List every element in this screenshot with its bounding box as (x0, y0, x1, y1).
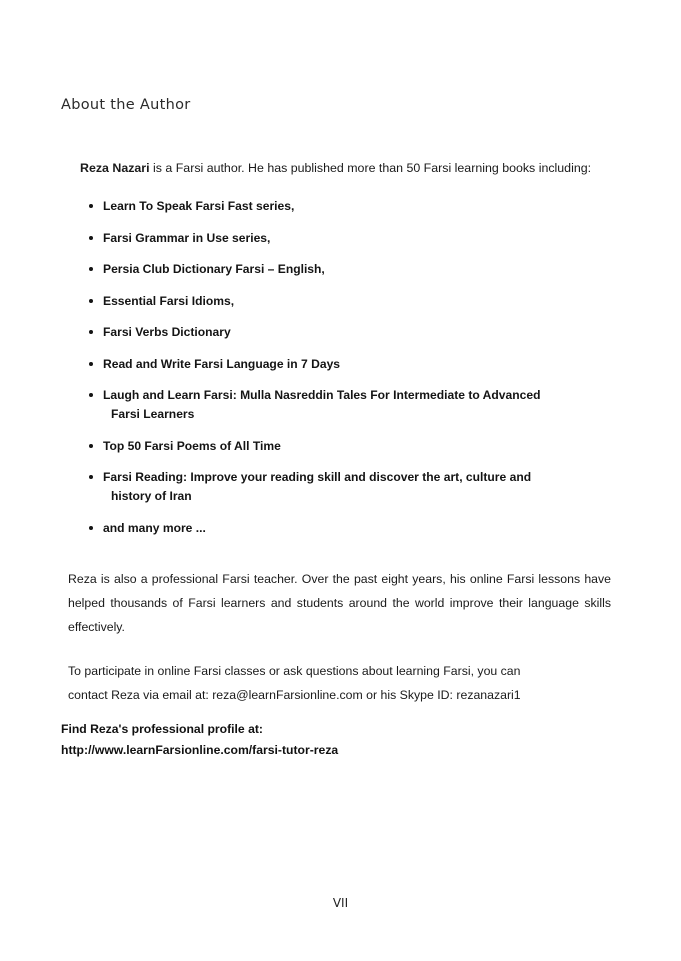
list-item-label: Learn To Speak Farsi Fast series, (103, 199, 295, 213)
list-item-label: Farsi Reading: Improve your reading skill and discover the art, culture and (103, 470, 532, 484)
list-item-label: Persia Club Dictionary Farsi – English, (103, 262, 325, 276)
bullet-icon (89, 330, 93, 334)
list-item-label: Top 50 Farsi Poems of All Time (103, 438, 281, 453)
profile-label: Find Reza's professional profile at: (61, 722, 263, 736)
page-number: VII (332, 896, 349, 910)
list-item-label: Farsi Grammar in Use series, (103, 230, 271, 245)
list-item (68, 197, 611, 216)
list-item-label: Read and Write Farsi Language in 7 Days (103, 356, 341, 371)
bullet-icon (89, 267, 93, 271)
author-name: Reza Nazari (80, 161, 150, 175)
list-item-label: Farsi Verbs Dictionary (103, 325, 231, 339)
teacher-paragraph: Reza is also a professional Farsi teacher. Over the past eight years, his online Farsi lessons have helped thousands of Farsi learners and students around the world improve their language skills effectively. (68, 571, 611, 634)
contact-line-1: To participate in online Farsi classes or ask questions about learning Farsi, you can (68, 663, 521, 678)
list-item (68, 468, 611, 506)
profile-url[interactable]: http://www.learnFarsionline.com/farsi-tutor-reza (61, 743, 339, 757)
list-item-label-continued: history of Iran (111, 489, 192, 503)
bullet-icon (89, 444, 93, 448)
bullet-icon (89, 204, 93, 208)
list-item (68, 437, 611, 456)
profile-block (61, 719, 338, 761)
list-item (68, 292, 611, 311)
list-item-label: Essential Farsi Idioms, (103, 293, 235, 308)
list-item (68, 355, 611, 374)
content-column (68, 158, 611, 707)
list-item-label-continued: Farsi Learners (111, 407, 195, 421)
list-item (68, 323, 611, 342)
page-title: About the Author (61, 97, 191, 113)
list-item (68, 260, 611, 279)
list-item (68, 386, 611, 424)
bullet-icon (89, 393, 93, 397)
list-item-label: and many more ... (103, 520, 206, 535)
intro-text: is a Farsi author. He has published more than 50 Farsi learning books including: (149, 161, 592, 175)
list-item (68, 229, 611, 248)
bullet-icon (89, 299, 93, 303)
list-item-label: Laugh and Learn Farsi: Mulla Nasreddin Tales For Intermediate to Advanced (103, 388, 541, 402)
bullet-icon (89, 526, 93, 530)
bullet-icon (89, 236, 93, 240)
contact-line-2: contact Reza via email at: reza@learnFarsionline.com or his Skype ID: rezanazari1 (68, 687, 521, 702)
list-item (68, 519, 611, 538)
intro-paragraph (68, 158, 611, 179)
book-list (68, 197, 611, 538)
contact-paragraph (68, 659, 611, 707)
bullet-icon (89, 475, 93, 479)
bullet-icon (89, 362, 93, 366)
